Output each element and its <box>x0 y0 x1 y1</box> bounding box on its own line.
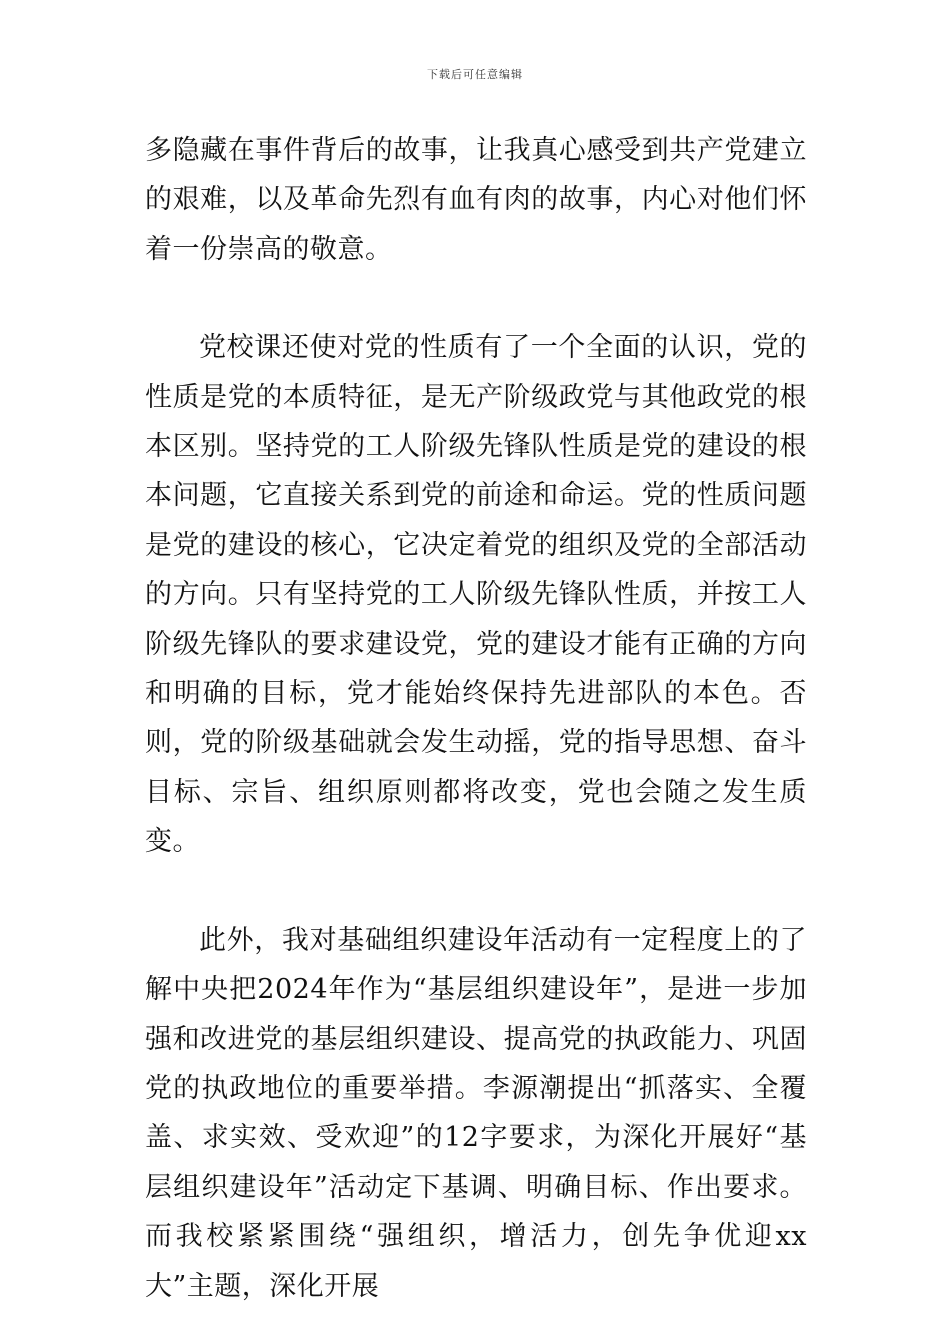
paragraph-3: 此外，我对基础组织建设年活动有一定程度上的了解中央把2024年作为“基层组织建设年”，是进一步加强和改进党的基层组织建设、提高党的执政能力、巩固党的执政地位的重要举措。李源潮提出“抓落实、全覆盖、求实效、受欢迎”的12字要求，为深化开展好“基层组织建设年”活动定下基调、明确目标、作出要求。而我校紧紧围绕“强组织，增活力，创先争优迎xx大”主题，深化开展 <box>145 924 807 1302</box>
paragraph-1: 多隐藏在事件背后的故事，让我真心感受到共产党建立的艰难，以及革命先烈有血有肉的故事，内心对他们怀着一份崇高的敬意。 <box>145 135 807 265</box>
paragraph-2: 党校课还使对党的性质有了一个全面的认识，党的性质是党的本质特征，是无产阶级政党与其他政党的根本区别。坚持党的工人阶级先锋队性质是党的建设的根本问题，它直接关系到党的前途和命运。党的性质问题是党的建设的核心，它决定着党的组织及党的全部活动的方向。只有坚持党的工人阶级先锋队性质，并按工人阶级先锋队的要求建设党，党的建设才能有正确的方向和明确的目标，党才能始终保持先进部队的本色。否则，党的阶级基础就会发生动摇，党的指导思想、奋斗目标、宗旨、组织原则都将改变，党也会随之发生质变。 <box>145 332 807 858</box>
document-body <box>145 126 807 1311</box>
page-header-note: 下载后可任意编辑 <box>427 68 523 81</box>
